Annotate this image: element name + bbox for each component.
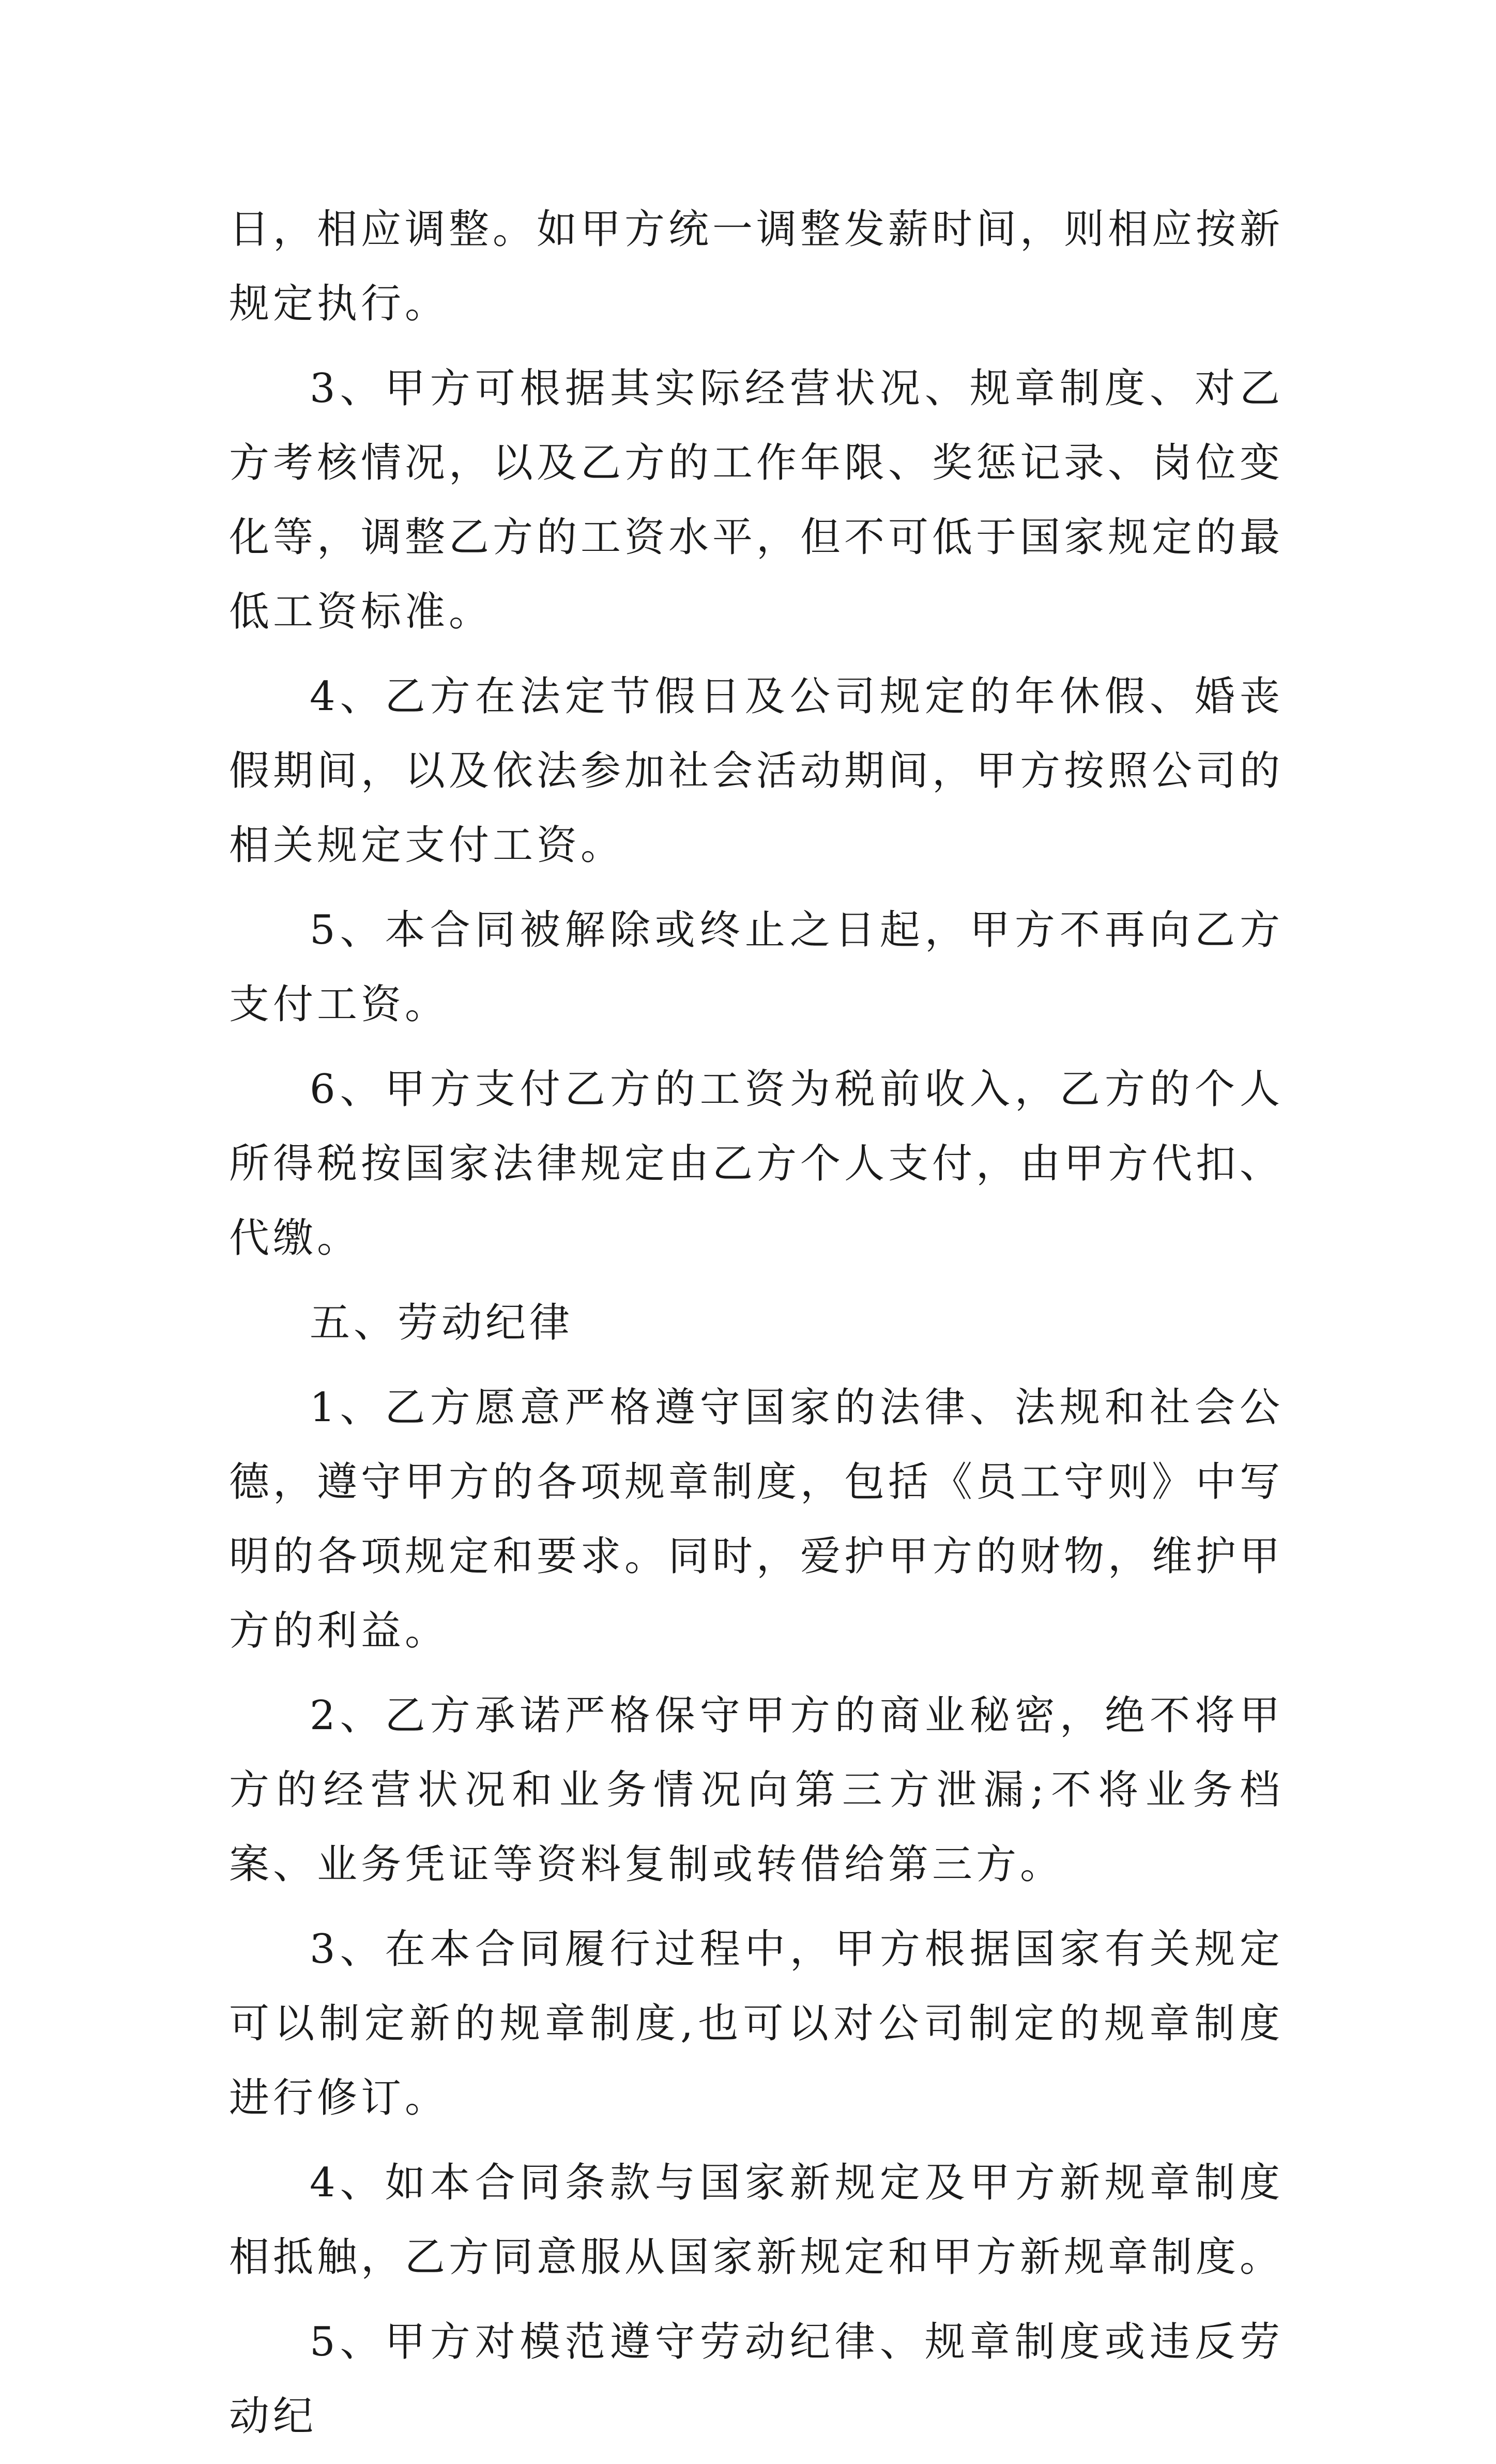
document-body [229,192,1284,2464]
paragraph-clause-6: 6、甲方支付乙方的工资为税前收入，乙方的个人所得税按国家法律规定由乙方个人支付，由甲方代扣、代缴。 [229,1066,1284,1261]
paragraph-discipline-5: 5、甲方对模范遵守劳动纪律、规章制度或违反劳动纪 [229,2319,1284,2440]
paragraph-clause-3: 3、甲方可根据其实际经营状况、规章制度、对乙方考核情况，以及乙方的工作年限、奖惩记录、岗位变化等，调整乙方的工资水平，但不可低于国家规定的最低工资标准。 [229,365,1284,635]
paragraph-discipline-4: 4、如本合同条款与国家新规定及甲方新规章制度相抵触，乙方同意服从国家新规定和甲方新规章制度。 [229,2160,1284,2281]
section-heading-labor-discipline: 五、劳动纪律 [310,1300,574,1346]
paragraph-clause-5: 5、本合同被解除或终止之日起，甲方不再向乙方支付工资。 [229,907,1284,1028]
paragraph-continuation: 日，相应调整。如甲方统一调整发薪时间，则相应按新规定执行。 [229,206,1284,327]
paragraph-discipline-3: 3、在本合同履行过程中，甲方根据国家有关规定可以制定新的规章制度,也可以对公司制定的规章制度进行修订。 [229,1926,1284,2121]
paragraph-discipline-1: 1、乙方愿意严格遵守国家的法律、法规和社会公德，遵守甲方的各项规章制度，包括《员工守则》中写明的各项规定和要求。同时，爱护甲方的财物，维护甲方的利益。 [229,1384,1284,1654]
paragraph-clause-4: 4、乙方在法定节假日及公司规定的年休假、婚丧假期间，以及依法参加社会活动期间，甲方按照公司的相关规定支付工资。 [229,673,1284,869]
paragraph-discipline-2: 2、乙方承诺严格保守甲方的商业秘密，绝不将甲方的经营状况和业务情况向第三方泄漏;不将业务档案、业务凭证等资料复制或转借给第三方。 [229,1692,1284,1888]
